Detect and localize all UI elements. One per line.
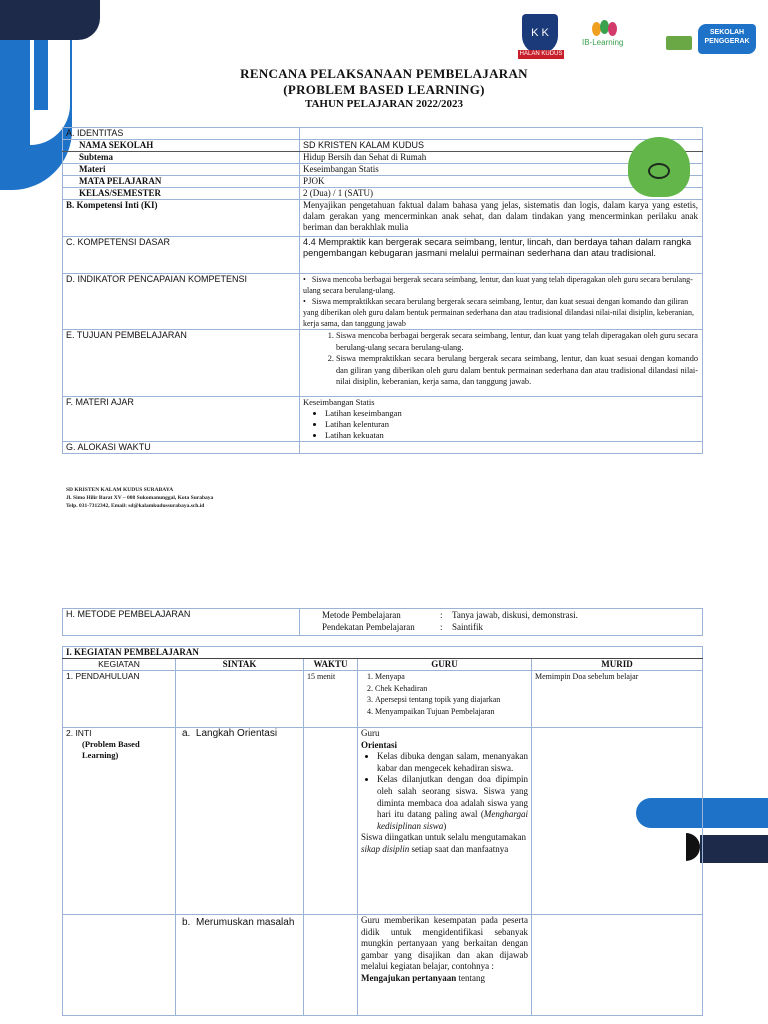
identity-section-label: A. IDENTITAS <box>63 128 300 140</box>
inti-guru-orientasi <box>358 728 532 915</box>
footer-school-name: SD KRISTEN KALAM KUDUS SURABAYA <box>66 487 174 493</box>
metode-table <box>62 608 703 636</box>
academic-year: TAHUN PELAJARAN 2022/2023 <box>304 98 464 110</box>
ipk-list <box>300 274 703 330</box>
page-footer <box>66 486 213 510</box>
tujuan-list <box>300 330 703 397</box>
sintak-merumuskan: b. Merumuskan masalah <box>176 915 304 1016</box>
metode-method-label: Metode Pembelajaran <box>322 610 401 620</box>
ipk-label: D. INDIKATOR PENCAPAIAN KOMPETENSI <box>63 274 300 330</box>
identity-table <box>62 127 703 454</box>
identity-label-school: NAMA SEKOLAH <box>63 140 300 152</box>
identity-value-school: SD KRISTEN KALAM KUDUS <box>300 140 703 152</box>
pendahuluan-guru-item: 1. Menyapa <box>375 671 528 683</box>
kegiatan-section-title: I. KEGIATAN PEMBELAJARAN <box>63 647 703 659</box>
materi-title: Keseimbangan Statis <box>303 397 375 407</box>
pendahuluan-murid: Memimpin Doa sebelum belajar <box>532 671 703 728</box>
inti-number: 2. INTI <box>66 728 92 738</box>
ki-label: B. Kompetensi Inti (KI) <box>63 200 300 237</box>
pendahuluan-guru-item: 2. Chek Kehadiran <box>375 683 528 695</box>
inti-label <box>63 728 176 915</box>
materi-label: F. MATERI AJAR <box>63 397 300 442</box>
tujuan-item: 2. Siswa mempraktikkan secara berulang bergerak secara seimbang, lentur, dan kuat sesuai dengan komando dan giliran yang diberikan oleh guru dalam bentuk permainan sederhana dan atau tradisional dilandasi nilai-nilai disiplin, keberanian, kerja sama, dan tanggung jawab. <box>336 353 698 388</box>
ipk-item: • Siswa mempraktikkan secara berulang bergerak secara seimbang, lentur, dan kuat sesuai dengan komando dan giliran yang diberikan oleh guru dalam bentuk permainan sederhana dan atau tradisional dilandasi nilai-nilai disiplin, keberanian, kerja sama, dan tanggung jawab <box>303 297 694 328</box>
pendahuluan-guru-item: 4. Menyampaikan Tujuan Pembelajaran <box>375 706 528 718</box>
pendahuluan-waktu: 15 menit <box>304 671 358 728</box>
metode-method-value: Tanya jawab, diskusi, demonstrasi. <box>452 610 578 620</box>
merumuskan-guru: Guru memberikan kesempatan pada peserta didik untuk mengidentifikasi sebanyak mungkin pertanyaan yang berkaitan dengan gambar yang disajikan dan akan dijawab melalui kegiatan belajar, contohnya : Mengajukan pertanyaan tentang <box>358 915 532 1016</box>
metode-approach-value: Saintifik <box>452 622 483 632</box>
orientasi-item: • Kelas dibuka dengan salam, menanyakan kabar dan mengecek kehadiran siswa. <box>377 751 528 774</box>
metode-label: H. METODE PEMBELAJARAN <box>63 609 300 636</box>
sekolah-penggerak-logo: SEKOLAH PENGGERAK <box>698 24 756 54</box>
identity-value-kelas: 2 (Dua) / 1 (SATU) <box>300 188 703 200</box>
sintak-orientasi: a. Langkah Orientasi <box>176 728 304 915</box>
orientasi-note: Siswa diingatkan untuk selalu mengutamakan sikap disiplin setiap saat dan manfaatnya <box>361 832 526 854</box>
balance-illustration <box>628 137 690 197</box>
materi-item: • Latihan kelenturan <box>325 419 699 430</box>
metode-content: Metode Pembelajaran : Tanya jawab, diskusi, demonstrasi. Pendekatan Pembelajaran : Saintifik <box>300 609 703 636</box>
header-waktu: WAKTU <box>304 659 358 671</box>
header-sintak: SINTAK <box>176 659 304 671</box>
orientasi-heading: Orientasi <box>361 739 397 750</box>
identity-value-subtema: Hidup Bersih dan Sehat di Rumah <box>300 152 703 164</box>
alokasi-value <box>300 442 703 454</box>
ipk-item: • Siswa mencoba berbagai bergerak secara seimbang, lentur, dan kuat yang telah diperagakan oleh guru secara berulang-ulang secara berulang-ulang. <box>303 275 693 295</box>
footer-contact: Telp. 031-7312342, Email: sd@kalamkudussurabaya.sch.id <box>66 503 205 509</box>
pendahuluan-label: 1. PENDAHULUAN <box>63 671 176 728</box>
document-subtitle: (PROBLEM BASED LEARNING) <box>283 82 485 97</box>
identity-value-mapel: PJOK <box>300 176 703 188</box>
alokasi-label: G. ALOKASI WAKTU <box>63 442 300 454</box>
header-kegiatan: KEGIATAN <box>63 659 176 671</box>
identity-label-subtema: Subtema <box>63 152 300 164</box>
materi-item: • Latihan keseimbangan <box>325 408 699 419</box>
metode-approach-label: Pendekatan Pembelajaran <box>322 622 415 632</box>
ib-learning-logo-mark <box>592 20 618 36</box>
ki-text: Menyajikan pengetahuan faktual dalam bahasa yang jelas, sistematis dan logis, dalam karya yang estetis, dalam gerakan yang mencerminkan anak sehat, dan dalam tindakan yang mencerminkan perilaku anak beriman dan berakhlak mulia <box>300 200 703 237</box>
header-murid: MURID <box>532 659 703 671</box>
corner-decoration-dark <box>0 0 100 40</box>
kegiatan-table <box>62 646 703 1016</box>
guru-heading: Guru <box>361 728 380 738</box>
inti-model: (Problem Based Learning) <box>82 739 140 760</box>
school-logo-ribbon: HALAN KUDUS <box>519 51 563 57</box>
document-title: RENCANA PELAKSANAAN PEMBELAJARAN <box>240 66 528 81</box>
tujuan-label: E. TUJUAN PEMBELAJARAN <box>63 330 300 397</box>
kd-label: C. KOMPETENSI DASAR <box>63 237 300 274</box>
pendahuluan-guru <box>358 671 532 728</box>
school-logo-letters: K K <box>531 27 549 39</box>
header-logos <box>519 14 762 60</box>
corner-decoration-bottom-right-dark <box>700 835 768 863</box>
materi-item: • Latihan kekuatan <box>325 430 699 441</box>
identity-label-kelas: KELAS/SEMESTER <box>63 188 300 200</box>
header-guru: GURU <box>358 659 532 671</box>
footer-address: Jl. Simo Hilir Barat XV – 008 Sukomanunggal, Kota Surabaya <box>66 495 214 501</box>
school-logo <box>522 14 558 54</box>
kd-text: 4.4 Mempraktik kan bergerak secara seimbang, lentur, lincah, dan berdaya tahan dalam rangka pengembangan kebugaran jasmani melalui permainan sederhana dan atau tradisional. <box>300 237 703 274</box>
ib-learning-logo: IB-Learning <box>582 38 624 47</box>
pendahuluan-guru-item: 3. Apersepsi tentang topik yang diajarkan <box>375 694 528 706</box>
identity-label-mapel: MATA PELAJARAN <box>63 176 300 188</box>
materi-content <box>300 397 703 442</box>
identity-label-materi: Materi <box>63 164 300 176</box>
school-building-logo <box>666 36 692 50</box>
identity-value-materi: Keseimbangan Statis <box>300 164 703 176</box>
tujuan-item: 1. Siswa mencoba berbagai bergerak secara seimbang, lentur, dan kuat yang telah diperagakan oleh guru secara berulang-ulang secara berulang-ulang. <box>336 330 698 353</box>
orientasi-item: • Kelas dilanjutkan dengan doa dipimpin oleh salah seorang siswa. Siswa yang diminta membaca doa adalah siswa yang hari itu datang paling awal (Menghargai kedisiplinan siswa) <box>377 774 528 832</box>
